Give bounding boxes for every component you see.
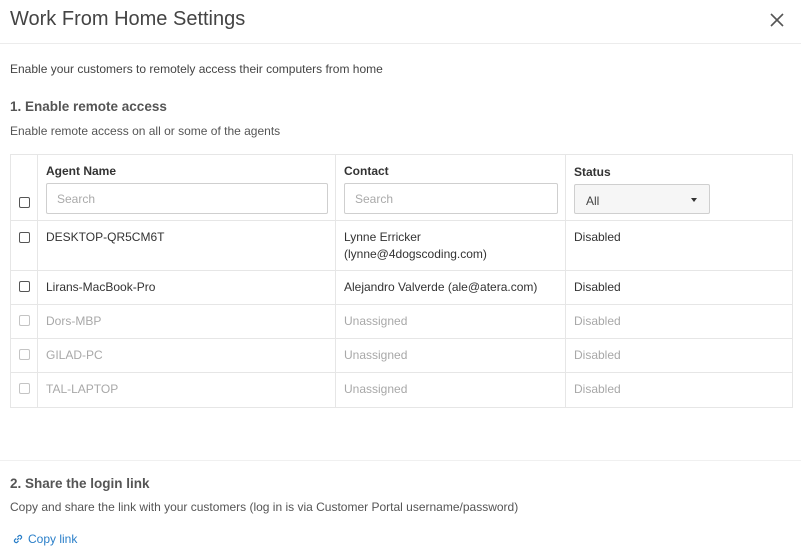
close-icon: [767, 10, 787, 30]
row-checkbox: [19, 383, 30, 394]
agent-name: DESKTOP-QR5CM6T: [46, 230, 165, 244]
agent-name-search-input[interactable]: [46, 183, 328, 214]
select-all-checkbox[interactable]: [19, 197, 30, 208]
header-status-cell: [566, 155, 792, 220]
close-button[interactable]: [767, 10, 787, 30]
agents-table: [10, 154, 793, 408]
agent-name-cell: [38, 271, 336, 304]
contact-cell: [336, 305, 566, 338]
row-checkbox: [19, 349, 30, 360]
row-check-cell: [11, 305, 38, 338]
section-share-link-title: 2. Share the login link: [10, 476, 150, 491]
chevron-down-icon: [691, 198, 697, 202]
table-row: [11, 305, 792, 339]
section-enable-remote-title: 1. Enable remote access: [10, 99, 167, 114]
row-check-cell: [11, 373, 38, 407]
header-agent-name-cell: [38, 155, 336, 220]
contact-cell: [336, 271, 566, 304]
contact-cell: [336, 339, 566, 372]
header-check-cell: [11, 155, 38, 220]
column-header-contact: Contact: [344, 164, 389, 178]
status-text: Disabled: [574, 280, 621, 294]
status-text: Disabled: [574, 348, 621, 362]
table-row: [11, 339, 792, 373]
copy-link-label: Copy link: [28, 532, 78, 546]
contact-name: Unassigned: [344, 314, 408, 328]
agent-name: GILAD-PC: [46, 348, 103, 362]
dialog-intro: Enable your customers to remotely access their computers from home: [10, 62, 383, 76]
row-checkbox: [19, 315, 30, 326]
agent-name: Lirans-MacBook-Pro: [46, 280, 156, 294]
column-header-agent-name: Agent Name: [46, 164, 117, 178]
agent-name-cell: [38, 221, 336, 270]
dialog-header: [0, 0, 801, 44]
row-checkbox[interactable]: [19, 232, 30, 243]
copy-link-button[interactable]: [12, 532, 77, 546]
contact-cell: [336, 221, 566, 270]
table-row: [11, 271, 792, 305]
row-check-cell: [11, 339, 38, 372]
agent-name-cell: [38, 305, 336, 338]
contact-name: Alejandro Valverde (ale@atera.com): [344, 280, 538, 294]
contact-name: Lynne Erricker: [344, 230, 421, 244]
status-cell: [566, 271, 792, 304]
row-check-cell: [11, 271, 38, 304]
agent-name: TAL-LAPTOP: [46, 382, 119, 396]
row-checkbox[interactable]: [19, 281, 30, 292]
row-check-cell: [11, 221, 38, 270]
status-filter-select[interactable]: [574, 184, 710, 214]
agent-name-cell: [38, 339, 336, 372]
status-cell: [566, 305, 792, 338]
contact-name: Unassigned: [344, 348, 408, 362]
header-contact-cell: [336, 155, 566, 220]
status-text: Disabled: [574, 382, 621, 396]
contact-email: (lynne@4dogscoding.com): [344, 247, 487, 261]
status-cell: [566, 373, 792, 407]
table-row: [11, 373, 792, 407]
agent-name: Dors-MBP: [46, 314, 102, 328]
table-header-row: [11, 155, 792, 221]
section-divider: [0, 460, 801, 461]
status-filter-value: All: [586, 194, 600, 208]
contact-name: Unassigned: [344, 382, 408, 396]
contact-cell: [336, 373, 566, 407]
status-cell: [566, 221, 792, 270]
agent-name-cell: [38, 373, 336, 407]
contact-search-input[interactable]: [344, 183, 558, 214]
status-cell: [566, 339, 792, 372]
section-share-link-description: Copy and share the link with your customers (log in is via Customer Portal username/password): [10, 500, 519, 514]
table-row: [11, 221, 792, 271]
status-text: Disabled: [574, 314, 621, 328]
section-enable-remote-description: Enable remote access on all or some of the agents: [10, 124, 281, 138]
link-icon: [12, 533, 24, 545]
column-header-status: Status: [574, 165, 611, 179]
dialog-title: Work From Home Settings: [10, 8, 246, 30]
status-text: Disabled: [574, 230, 621, 244]
